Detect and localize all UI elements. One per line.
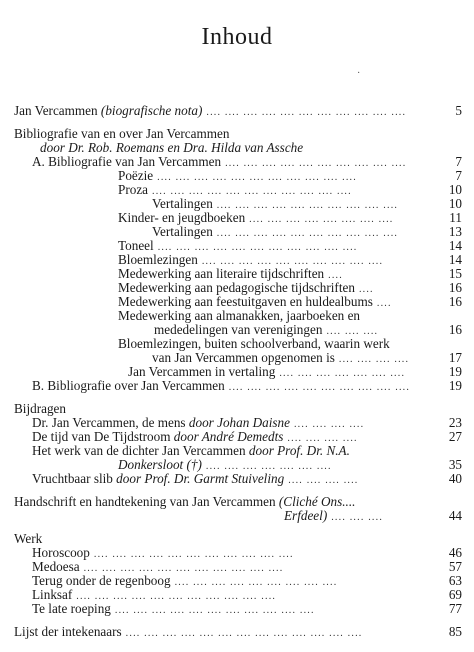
- toc-entry-bijdrage-cont: Donkersloot (†) .... .... .... .... .... .... .... 35: [118, 457, 462, 472]
- leader-dots: .... .... .... .... .... .... .... .... .... .... ....: [83, 563, 284, 574]
- toc-entry-toneel: Toneel .... .... .... .... .... .... .... .... .... .... .... 14: [118, 238, 462, 253]
- page-title: Inhoud: [201, 24, 273, 50]
- leader-dots: .... .... .... .... .... .... .... .... ....: [174, 577, 338, 588]
- toc-entry-poezie: Poëzie .... .... .... .... .... .... .... .... .... .... .... 7: [118, 168, 462, 183]
- toc-entry-medewerking-cont: mededelingen van verenigingen .... .... .... 16: [154, 322, 462, 337]
- toc-entry-biografie: [14, 104, 462, 118]
- stray-dot: ·: [357, 68, 361, 79]
- toc-entry-bijdrage: De tijd van De Tijdstroom door André Demedts .... .... .... .... 27: [32, 429, 462, 444]
- leader-dots: .... .... .... ....: [293, 419, 365, 430]
- toc-entry-in-vertaling: Jan Vercammen in vertaling .... .... .... .... .... .... .... 19: [128, 364, 462, 379]
- leader-dots: .... .... .... ....: [287, 433, 358, 444]
- leader-dots: ....: [328, 270, 343, 281]
- leader-dots: .... .... .... .... .... .... .... .... .... ....: [201, 256, 384, 267]
- toc-entry-werk: Te late roeping .... .... .... .... .... .... .... .... .... .... .... 77: [32, 601, 462, 616]
- toc-entry-proza: Proza .... .... .... .... .... .... .... .... .... .... .... 10: [118, 182, 462, 197]
- page-number: 5: [455, 103, 462, 118]
- toc-entry-bijdrage: Dr. Jan Vercammen, de mens door Johan Daisne .... .... .... .... 23: [32, 415, 462, 430]
- toc-entry-bloemlezingen-buiten-cont: van Jan Vercammen opgenomen is .... .... .... .... 17: [152, 350, 462, 365]
- leader-dots: .... .... .... .... .... .... .... .... .... ....: [216, 228, 399, 239]
- leader-dots: .... .... .... ....: [288, 475, 359, 486]
- toc-entry-werk: Terug onder de regenboog .... .... .... .... .... .... .... .... .... 63: [32, 573, 462, 588]
- toc-entry-b: B. Bibliografie over Jan Vercammen .... .... .... .... .... .... .... .... .... .... 19: [32, 378, 462, 393]
- entry-title: Jan Vercammen: [14, 103, 98, 118]
- leader-dots: .... .... .... .... .... .... .... .... .... .... ....: [157, 242, 358, 253]
- toc-entry-bijdrage: Het werk van de dichter Jan Vercammen door Prof. Dr. N.A.: [32, 443, 350, 458]
- leader-dots: .... .... ....: [326, 326, 379, 337]
- leader-dots: .... .... .... .... .... .... .... .... .... .... .... .... ....: [125, 628, 363, 639]
- leader-dots: .... .... .... ....: [338, 354, 410, 365]
- leader-dots: .... .... .... .... .... .... .... .... .... ....: [225, 158, 407, 169]
- toc-entry-handschrift: Handschrift en handtekening van Jan Vercammen (Cliché Ons....: [14, 494, 356, 509]
- leader-dots: .... .... .... .... .... .... .... .... .... .... ....: [152, 186, 352, 197]
- leader-dots: .... .... .... .... .... .... .... .... .... .... ....: [114, 605, 315, 616]
- toc-heading-werk: Werk: [14, 531, 43, 546]
- toc-entry-werk: Medoesa .... .... .... .... .... .... .... .... .... .... .... 57: [32, 559, 462, 574]
- leader-dots: .... .... .... .... .... .... .... .... .... .... ....: [93, 549, 294, 560]
- leader-dots: ....: [376, 298, 392, 309]
- leader-dots: ....: [358, 284, 374, 295]
- toc-entry-a: A. Bibliografie van Jan Vercammen .... .... .... .... .... .... .... .... .... .... 7: [32, 154, 462, 169]
- toc-entry-intekenaars: Lijst der intekenaars .... .... .... .... .... .... .... .... .... .... .... .... .... 85: [14, 624, 462, 639]
- toc-entry-kinderboeken: Kinder- en jeugdboeken .... .... .... .... .... .... .... .... 11: [118, 210, 462, 225]
- toc-entry-medewerking: Medewerking aan literaire tijdschriften .... 15: [118, 266, 462, 281]
- leader-dots: .... .... .... .... .... .... .... .... .... ....: [216, 200, 399, 211]
- leader-dots: .... .... .... .... .... .... .... .... .... ....: [228, 382, 411, 393]
- toc-entry-vertalingen: Vertalingen .... .... .... .... .... .... .... .... .... .... 10: [152, 196, 462, 211]
- leader-dots: .... .... .... .... .... .... ....: [279, 368, 406, 379]
- leader-dots: .... .... .... .... .... .... .... ....: [249, 214, 394, 225]
- toc-entry-bloemlezingen-buiten: Bloemlezingen, buiten schoolverband, waarin werk: [118, 336, 390, 351]
- leader-dots: .... .... .... .... .... .... .... .... .... .... ....: [76, 591, 277, 602]
- toc-entry-bloemlezingen: Bloemlezingen .... .... .... .... .... .... .... .... .... .... 14: [118, 252, 462, 267]
- toc-authors: door Dr. Rob. Roemans en Dra. Hilda van Assche: [40, 140, 304, 155]
- toc-entry-medewerking: Medewerking aan almanakken, jaarboeken en: [118, 308, 361, 323]
- leader-dots: .... .... ....: [331, 512, 384, 523]
- toc-heading-bibliografie: Bibliografie van en over Jan Vercammen: [14, 126, 230, 141]
- toc-entry-bijdrage: Vruchtbaar slib door Prof. Dr. Garmt Stuiveling .... .... .... .... 40: [32, 471, 462, 486]
- leader-dots: .... .... .... .... .... .... ....: [205, 461, 332, 472]
- toc-entry-medewerking: Medewerking aan pedagogische tijdschriften .... 16: [118, 280, 462, 295]
- toc-entry-handschrift-cont: Erfdeel) .... .... .... 44: [284, 508, 462, 523]
- toc-entry-medewerking: Medewerking aan feestuitgaven en huldealbums .... 16: [118, 294, 462, 309]
- entry-note: (biografische nota): [100, 103, 203, 118]
- leader-dots: .... .... .... .... .... .... .... .... .... .... ....: [157, 172, 357, 183]
- toc-entry-werk: Linksaf .... .... .... .... .... .... .... .... .... .... .... 69: [32, 587, 462, 602]
- table-of-contents: [14, 104, 462, 639]
- toc-heading-bijdragen: Bijdragen: [14, 401, 67, 416]
- toc-entry-werk: Horoscoop .... .... .... .... .... .... .... .... .... .... .... 46: [32, 545, 462, 560]
- toc-entry-vertalingen: Vertalingen .... .... .... .... .... .... .... .... .... .... 13: [152, 224, 462, 239]
- leader-dots: .... .... .... .... .... .... .... .... .... .... ....: [206, 107, 407, 118]
